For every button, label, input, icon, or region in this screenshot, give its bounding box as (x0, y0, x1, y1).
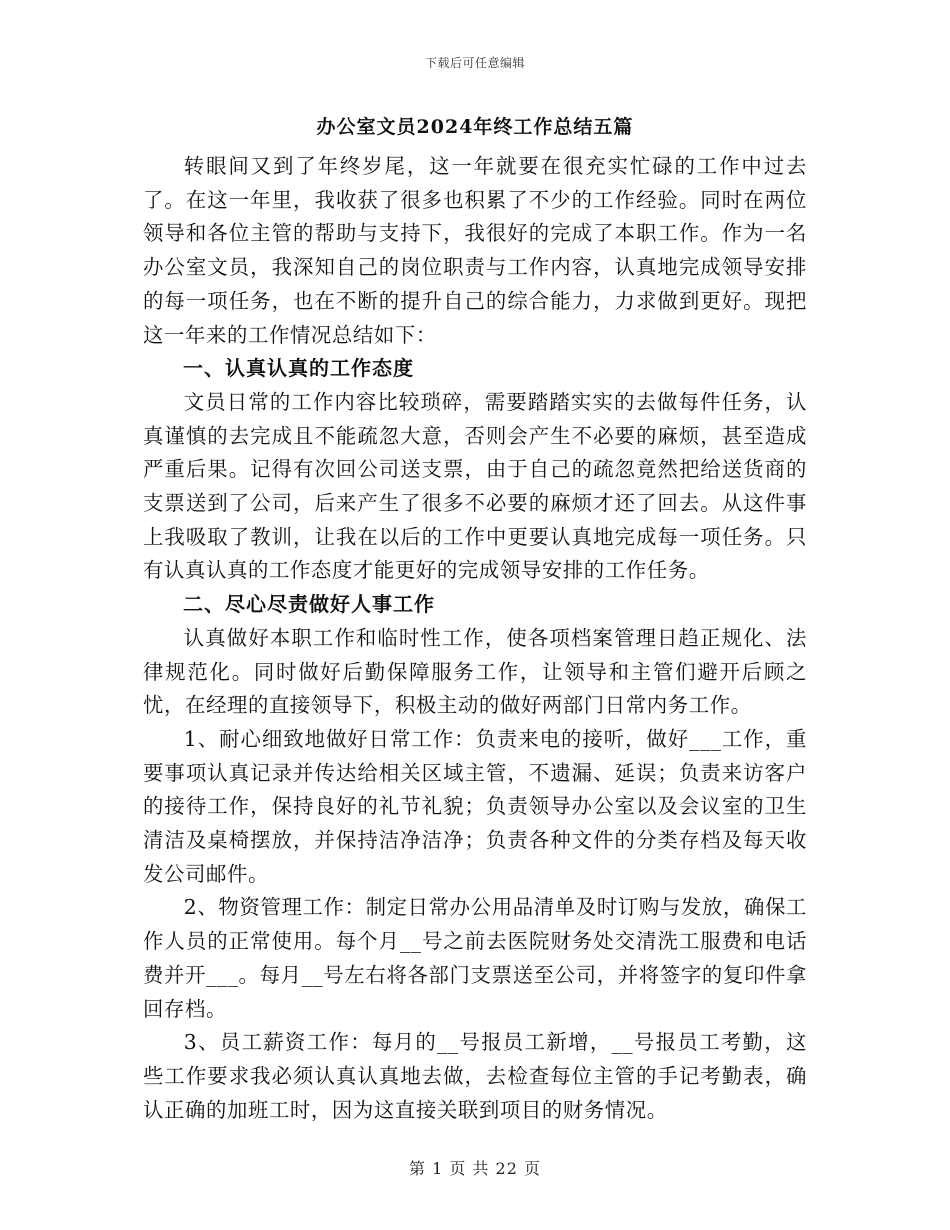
intro-paragraph: 转眼间又到了年终岁尾，这一年就要在很充实忙碌的工作中过去了。在这一年里，我收获了很多也积累了不少的工作经验。同时在两位领导和各位主管的帮助与支持下，我很好的完成了本职工作。作为一名办公室文员，我深知自己的岗位职责与工作内容，认真地完成领导安排的每一项任务，也在不断的提升自己的综合能力，力求做到更好。现把这一年来的工作情况总结如下： (143, 154, 807, 347)
section-2-heading: 二、尽心尽责做好人事工作 (183, 592, 435, 617)
section-2-paragraph: 认真做好本职工作和临时性工作，使各项档案管理日趋正规化、法律规范化。同时做好后勤保障服务工作，让领导和主管们避开后顾之忧，在经理的直接领导下，积极主动的做好两部门日常内务工作。 (143, 625, 807, 718)
section-1-paragraph: 文员日常的工作内容比较琐碎，需要踏踏实实的去做每件任务，认真谨慎的去完成且不能疏忽大意，否则会产生不必要的麻烦，甚至造成严重后果。记得有次回公司送支票，由于自己的疏忽竟然把给送货商的支票送到了公司，后来产生了很多不必要的麻烦才还了回去。从这件事上我吸取了教训，让我在以后的工作中更要认真地完成每一项任务。只有认真认真的工作态度才能更好的完成领导安排的工作任务。 (143, 389, 807, 583)
section-1-heading: 一、认真认真的工作态度 (183, 356, 414, 381)
document-title: 办公室文员2024年终工作总结五篇 (316, 116, 634, 138)
page-number-footer: 第 1 页 共 22 页 (409, 1159, 541, 1178)
item-2-paragraph: 2、物资管理工作：制定日常办公用品清单及时订购与发放，确保工作人员的正常使用。每个月__号之前去医院财务处交清洗工服费和电话费并开___。每月__号左右将各部门支票送至公司，并将签字的复印件拿回存档。 (143, 895, 807, 1021)
item-1-paragraph: 1、耐心细致地做好日常工作：负责来电的接听，做好___工作，重要事项认真记录并传达给相关区域主管，不遗漏、延误；负责来访客户的接待工作，保持良好的礼节礼貌；负责领导办公室以及会议室的卫生清洁及桌椅摆放，并保持洁净洁净；负责各种文件的分类存档及每天收发公司邮件。 (143, 726, 807, 886)
header-note: 下载后可任意编辑 (424, 56, 525, 70)
item-3-paragraph: 3、员工薪资工作：每月的__号报员工新增，__号报员工考勤，这些工作要求我必须认真认真地去做，去检查每位主管的手记考勤表，确认正确的加班工时，因为这直接关联到项目的财务情况。 (143, 1030, 807, 1122)
document-body (143, 110, 807, 1127)
